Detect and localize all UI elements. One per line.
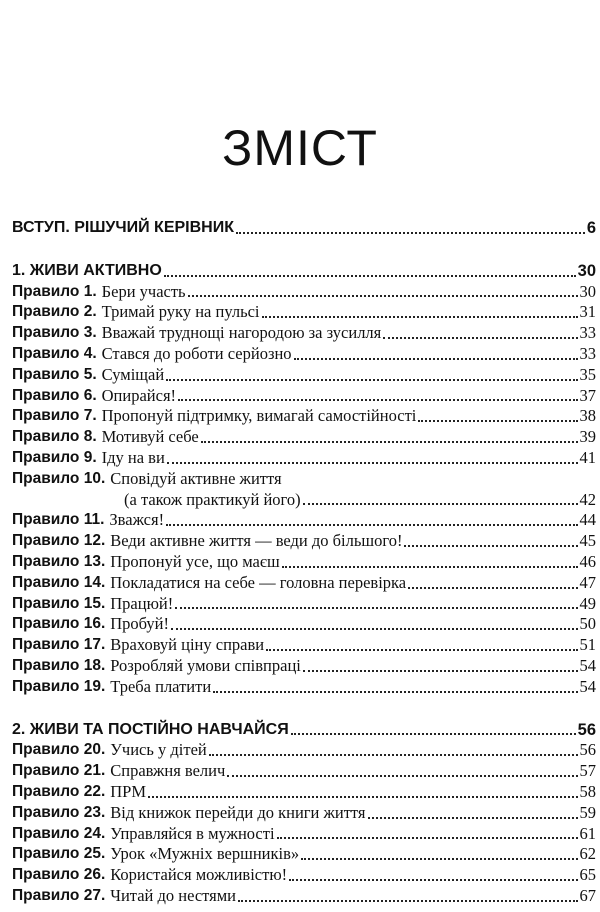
page-number: 37 <box>579 385 596 405</box>
dot-leader <box>368 817 578 819</box>
page-number: 47 <box>579 572 596 592</box>
dot-leader <box>209 754 578 756</box>
rule-title: Треба платити <box>110 676 212 696</box>
page-number: 56 <box>579 740 596 760</box>
toc-rule-entry <box>12 740 596 761</box>
toc-rule-entry <box>12 656 596 677</box>
rule-title: Управляйся в мужності <box>110 823 275 843</box>
dot-leader <box>303 503 578 505</box>
dot-leader <box>164 275 576 277</box>
page-title: ЗМІСТ <box>222 120 378 176</box>
rule-title: Працюй! <box>110 593 174 613</box>
dot-leader <box>238 900 577 902</box>
toc-rule-entry <box>12 865 596 886</box>
rule-label: Правило 14. <box>12 573 106 591</box>
rule-label: Правило 9. <box>12 448 97 466</box>
toc-rule-entry <box>12 323 596 344</box>
rule-title: Урок «Мужніх вершників» <box>110 844 300 864</box>
section-title: 2. ЖИВИ ТА ПОСТІЙНО НАВЧАЙСЯ <box>12 720 289 738</box>
dot-leader <box>383 337 577 339</box>
page-number: 57 <box>579 761 596 781</box>
page-number: 54 <box>579 655 596 675</box>
toc-rule-entry <box>12 427 596 448</box>
toc-rule-entry <box>12 302 596 323</box>
page-number: 59 <box>579 802 596 822</box>
rule-label: Правило 21. <box>12 762 106 780</box>
toc-rule-entry <box>12 406 596 427</box>
toc-rule-entry <box>12 594 596 615</box>
dot-leader <box>277 837 578 839</box>
rule-title: Користайся можливістю! <box>110 865 288 885</box>
dot-leader <box>266 649 577 651</box>
toc-rule-entry <box>12 782 596 803</box>
toc-section-entry <box>12 720 596 741</box>
rule-title: Іду на ви <box>101 447 165 467</box>
dot-leader <box>262 316 578 318</box>
dot-leader <box>227 775 577 777</box>
page-number: 58 <box>579 781 596 801</box>
rule-title: Сповідуй активне життя <box>110 468 282 488</box>
page-number: 51 <box>579 635 596 655</box>
page-number: 49 <box>579 593 596 613</box>
rule-label: Правило 11. <box>12 511 105 529</box>
dot-leader <box>166 524 577 526</box>
dot-leader <box>213 691 577 693</box>
rule-label: Правило 13. <box>12 552 106 570</box>
toc-rule-entry <box>12 282 596 303</box>
dot-leader <box>294 358 578 360</box>
rule-title: ПРМ <box>110 781 147 801</box>
rule-label: Правило 20. <box>12 741 106 759</box>
rule-title: Тримай руку на пульсі <box>101 302 260 322</box>
rule-label: Правило 1. <box>12 282 97 300</box>
dot-leader <box>303 670 578 672</box>
page-number: 41 <box>579 447 596 467</box>
rule-title: Пробуй! <box>110 614 170 634</box>
toc-rule-entry <box>12 365 596 386</box>
page-number: 45 <box>579 531 596 551</box>
rule-title: Враховуй ціну справи <box>110 635 265 655</box>
page-number: 46 <box>579 551 596 571</box>
page-number: 65 <box>579 865 596 885</box>
rule-title: Учись у дітей <box>110 740 207 760</box>
rule-label: Правило 8. <box>12 428 97 446</box>
rule-title: Зважся! <box>109 510 165 530</box>
rule-label: Правило 5. <box>12 365 97 383</box>
page-number: 38 <box>579 406 596 426</box>
section-title: 1. ЖИВИ АКТИВНО <box>12 261 162 279</box>
page-number: 39 <box>579 427 596 447</box>
dot-leader <box>301 858 577 860</box>
toc-rule-entry <box>12 510 596 531</box>
rule-title-continued: (а також практикуй його) <box>124 489 301 509</box>
page-number: 30 <box>579 281 596 301</box>
dot-leader <box>148 796 577 798</box>
rule-title: Стався до роботи серйозно <box>101 343 292 363</box>
page-number: 62 <box>579 844 596 864</box>
dot-leader <box>201 441 578 443</box>
rule-title: Пропонуй усе, що маєш <box>110 551 280 571</box>
dot-leader <box>166 379 577 381</box>
rule-label: Правило 18. <box>12 656 106 674</box>
toc-list <box>12 207 596 907</box>
rule-label: Правило 4. <box>12 344 97 362</box>
dot-leader <box>418 420 577 422</box>
rule-title: Розробляй умови співпраці <box>110 655 301 675</box>
toc-rule-entry <box>12 677 596 698</box>
rule-label: Правило 7. <box>12 407 97 425</box>
page-number: 33 <box>579 343 596 363</box>
rule-label: Правило 6. <box>12 386 97 404</box>
page-number: 44 <box>579 510 596 530</box>
page-number: 67 <box>579 885 596 905</box>
page-number: 56 <box>577 720 596 739</box>
rule-label: Правило 17. <box>12 636 106 654</box>
rule-title: Пропонуй підтримку, вимагай самостійності <box>101 406 417 426</box>
rule-label: Правило 27. <box>12 886 106 904</box>
dot-leader <box>289 879 577 881</box>
rule-label: Правило 2. <box>12 303 97 321</box>
rule-label: Правило 10. <box>12 469 106 487</box>
dot-leader <box>291 733 576 735</box>
toc-rule-entry <box>12 469 596 490</box>
section-title: ВСТУП. РІШУЧИЙ КЕРІВНИК <box>12 219 234 236</box>
rule-label: Правило 12. <box>12 532 106 550</box>
page-number: 61 <box>579 823 596 843</box>
toc-rule-entry <box>12 886 596 907</box>
rule-title: Справжня велич <box>110 761 226 781</box>
toc-rule-entry <box>12 448 596 469</box>
rule-label: Правило 25. <box>12 845 106 863</box>
page-number: 6 <box>586 219 596 237</box>
rule-title: Мотивуй себе <box>101 427 199 447</box>
dot-leader <box>175 607 577 609</box>
rule-label: Правило 26. <box>12 866 106 884</box>
toc-rule-entry <box>12 552 596 573</box>
toc-rule-entry <box>12 344 596 365</box>
rule-label: Правило 22. <box>12 782 106 800</box>
toc-section-entry <box>12 218 596 239</box>
rule-title: Читай до нестями <box>110 885 237 905</box>
rule-title: Покладатися на себе — головна перевірка <box>110 572 407 592</box>
dot-leader <box>188 295 578 297</box>
rule-label: Правило 19. <box>12 677 106 695</box>
rule-label: Правило 3. <box>12 324 97 342</box>
toc-rule-entry <box>12 614 596 635</box>
toc-rule-entry <box>12 635 596 656</box>
rule-label: Правило 24. <box>12 824 106 842</box>
dot-leader <box>404 545 577 547</box>
page-number: 33 <box>579 323 596 343</box>
dot-leader <box>408 587 577 589</box>
toc-rule-entry <box>12 573 596 594</box>
rule-label: Правило 23. <box>12 803 106 821</box>
rule-title: Бери участь <box>101 281 186 301</box>
rule-title: Веди активне життя — веди до більшого! <box>110 531 403 551</box>
dot-leader <box>236 232 585 234</box>
toc-rule-entry <box>12 761 596 782</box>
rule-title: Від книжок перейди до книги життя <box>110 802 366 822</box>
dot-leader <box>171 628 577 630</box>
toc-rule-entry <box>12 386 596 407</box>
rule-title: Суміщай <box>101 364 165 384</box>
dot-leader <box>178 399 577 401</box>
page-number: 42 <box>579 489 596 509</box>
toc-rule-entry <box>12 531 596 552</box>
rule-title: Опирайся! <box>101 385 177 405</box>
page-number: 31 <box>579 302 596 322</box>
toc-rule-entry <box>12 824 596 845</box>
toc-rule-entry <box>12 844 596 865</box>
toc-section-entry <box>12 261 596 282</box>
page-number: 50 <box>579 614 596 634</box>
page-number: 35 <box>579 364 596 384</box>
toc-rule-entry <box>12 803 596 824</box>
page-number: 30 <box>577 261 596 280</box>
rule-label: Правило 16. <box>12 615 106 633</box>
dot-leader <box>167 462 578 464</box>
page-number: 54 <box>579 676 596 696</box>
rule-label: Правило 15. <box>12 594 106 612</box>
toc-rule-entry-continued <box>12 490 596 511</box>
rule-title: Вважай труднощі нагородою за зусилля <box>101 323 382 343</box>
dot-leader <box>282 566 578 568</box>
